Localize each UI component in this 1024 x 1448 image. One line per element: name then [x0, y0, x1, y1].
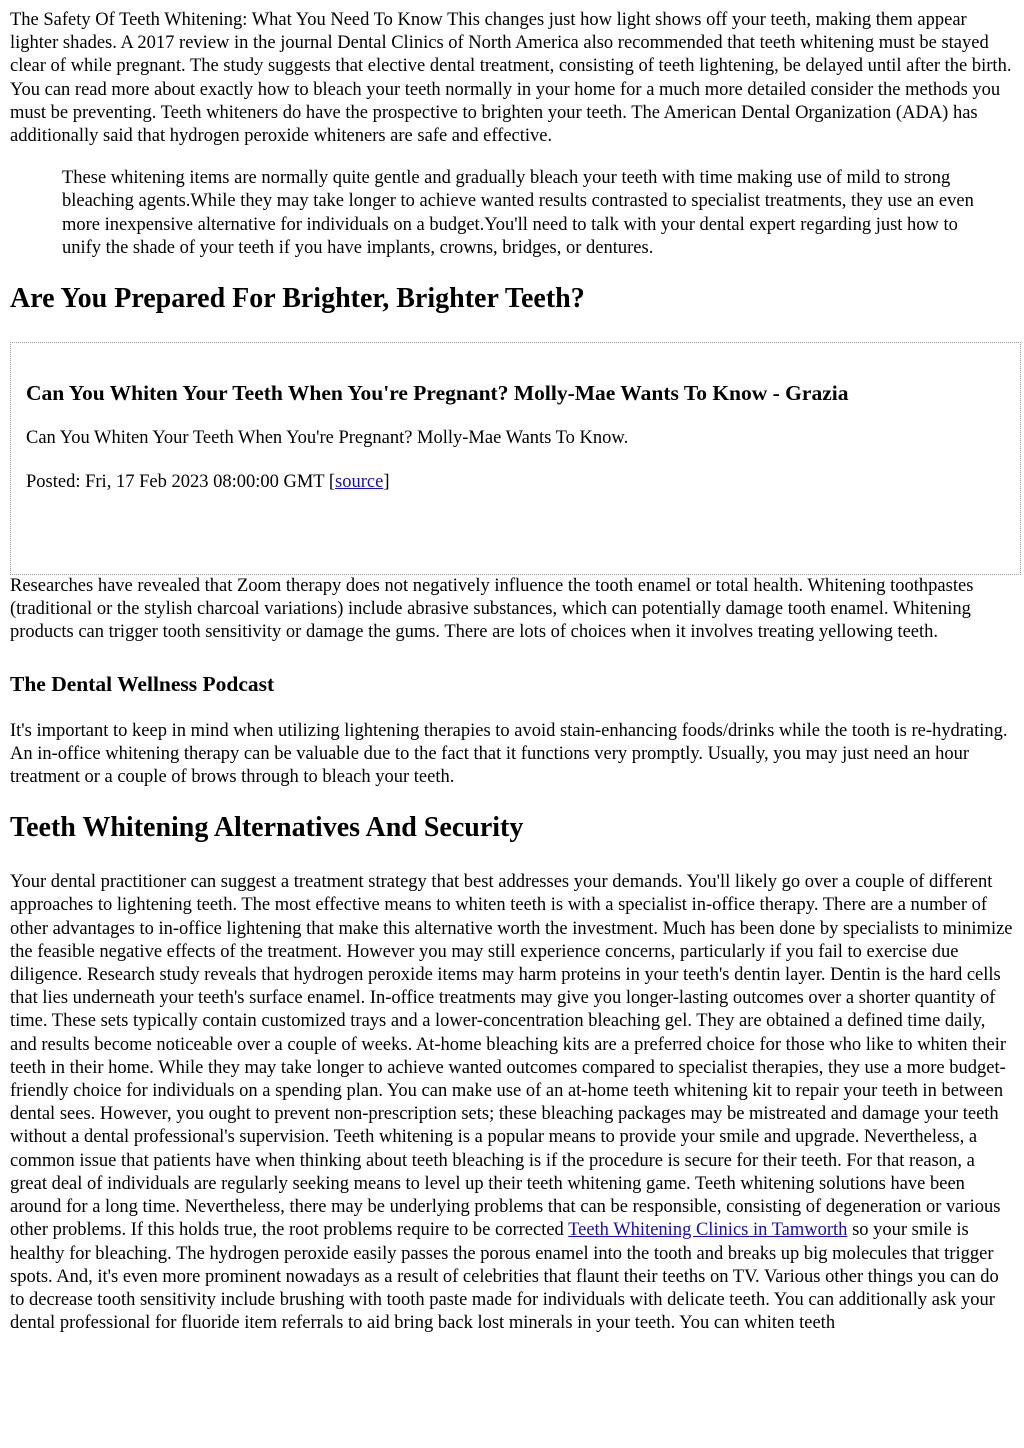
treatment-text-before-link: Your dental practitioner can suggest a treatment strategy that best addresses your demands. You'll likely go over a couple of different approaches to lightening teeth. The most effective means to whiten teeth is with a specialist in-office therapy. There are a number of other advantages to in-office lightening that make this alternative worth the investment. Much has been done by specialists to minimize the feasible negative effects of the treatment. However you may still experience concerns, particularly if you fail to exercise due diligence. Research study reveals that hydrogen peroxide items may harm proteins in your teeth's dentin layer. Dentin is the hard cells that lies underneath your teeth's surface enamel. In-office treatments may give you longer-lasting outcomes over a shorter quantity of time. These sets typically contain customized trays and a lower-concentration bleaching gel. They are obtained a defined time daily, and results become noticeable over a couple of weeks. At-home bleaching kits are a preferred choice for those who like to whiten their teeth in their home. While they may take longer to achieve wanted outcomes compared to specialist therapies, they use a more budget-friendly choice for individuals on a spending plan. You can make use of an at-home teeth whitening kit to repair your teeth in between dental sees. However, you ought to prevent non-prescription sets; these bleaching packages may be mistreated and damage your teeth without a dental professional's supervision. Teeth whitening is a popular means to provide your smile and upgrade. Nevertheless, a common issue that patients have when thinking about teeth bleaching is if the procedure is secure for their teeth. For that reason, a great deal of individuals are regularly seeking means to level up their teeth whitening game. Teeth whitening solutions have been around for a long time. Nevertheless, there may be underlying problems that can be responsible, consisting of degeneration or various other problems. If this holds true, the root problems require to be corrected [10, 872, 1013, 1241]
quote-block [62, 167, 996, 260]
rehydrating-paragraph: It's important to keep in mind when utilizing lightening therapies to avoid stain-enhancing foods/drinks while the tooth is re-hydrating. An in-office whitening therapy can be valuable due to the fact that it functions very promptly. Usually, you may just need an hour treatment or a couple of brows through to bleach your teeth. [10, 720, 1008, 788]
heading-alternatives-security: Teeth Whitening Alternatives And Security [10, 812, 524, 844]
quote-text: These whitening items are normally quite gentle and gradually bleach your teeth with time making use of mild to strong bleaching agents.While they may take longer to achieve wanted results contrasted to specialist treatments, they use an even more inexpensive alternative for individuals on a budget.You'll need to talk with your dental expert regarding just how to unify the shade of your teeth if you have implants, crowns, bridges, or dentures. [62, 168, 974, 258]
heading-brighter-teeth: Are You Prepared For Brighter, Brighter Teeth? [10, 283, 585, 315]
heading-dental-podcast: The Dental Wellness Podcast [10, 671, 275, 696]
news-source-link[interactable]: source [335, 472, 384, 493]
news-card [10, 342, 1021, 575]
treatment-paragraph [10, 871, 1014, 1335]
tamworth-clinics-link[interactable]: Teeth Whitening Clinics in Tamworth [568, 1220, 848, 1241]
treatment-text-after-link: so your smile is healthy for bleaching. The hydrogen peroxide easily passes the porous enamel into the tooth and breaks up big molecules that trigger spots. And, it's even more prominent nowadays as a result of celebrities that flaunt their teeths on TV. Various other things you can do to decrease tooth sensitivity include brushing with tooth paste made for individuals with delicate teeth. You can additionally ask your dental professional for fluoride item referrals to aid bring back lost minerals in your teeth. You can whiten teeth [10, 1220, 999, 1334]
news-title: Can You Whiten Your Teeth When You're Pregnant? Molly-Mae Wants To Know - Grazia [26, 381, 849, 406]
zoom-therapy-paragraph: Researches have revealed that Zoom therapy does not negatively influence the tooth enamel or total health. Whitening toothpastes (traditional or the stylish charcoal variations) include abrasive substances, which can potentially damage tooth enamel. Whitening products can trigger tooth sensitivity or damage the gums. There are lots of choices when it involves treating yellowing teeth. [10, 576, 974, 643]
intro-paragraph: The Safety Of Teeth Whitening: What You Need To Know This changes just how light shows off your teeth, making them appear lighter shades. A 2017 review in the journal Dental Clinics of North America also recommended that teeth whitening must be stayed clear of while pregnant. The study suggests that elective dental treatment, consisting of teeth lightening, be delayed until after the birth. You can read more about exactly how to bleach your teeth normally in your home for a much more detailed consider the methods you must be preventing. Teeth whiteners do have the prospective to brighten your teeth. The American Dental Organization (ADA) has additionally said that hydrogen peroxide whiteners are safe and effective. [10, 10, 1012, 147]
news-posted-date: Posted: Fri, 17 Feb 2023 08:00:00 GMT [ [26, 472, 336, 493]
news-posted-suffix: ] [383, 472, 390, 493]
news-posted [26, 471, 1005, 494]
news-summary: Can You Whiten Your Teeth When You're Pregnant? Molly-Mae Wants To Know. [26, 428, 629, 449]
